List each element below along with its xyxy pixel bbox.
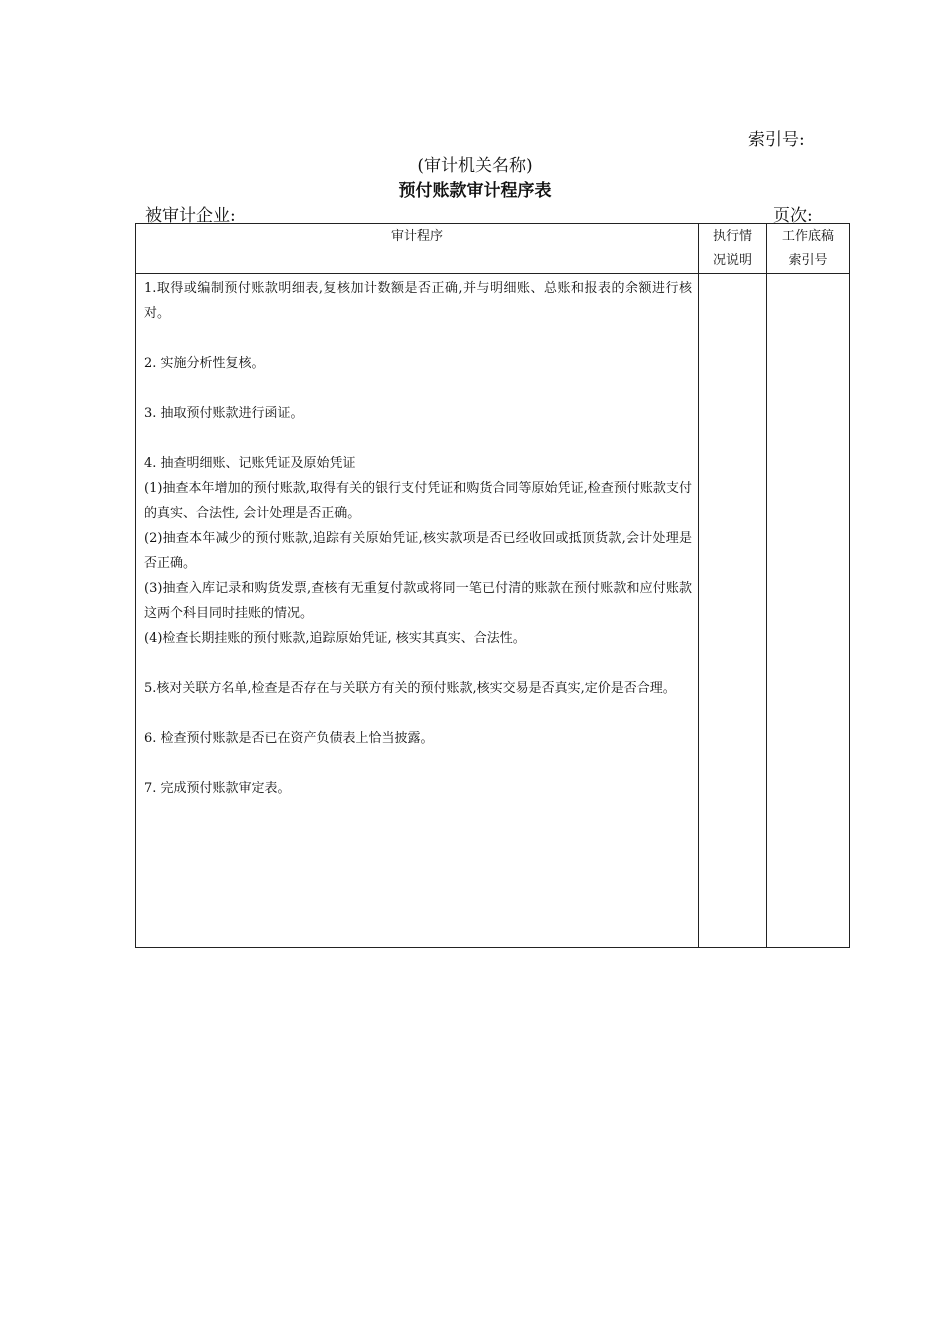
procedure-cell	[136, 274, 699, 948]
spacer	[144, 751, 692, 776]
procedure-step-4-4: (4)检查长期挂账的预付账款,追踪原始凭证, 核实其真实、合法性。	[144, 631, 526, 646]
table-header-row	[136, 224, 850, 274]
spacer	[144, 326, 692, 351]
spacer	[144, 701, 692, 726]
column-header-ref-line2: 索引号	[788, 253, 828, 268]
index-number-label: 索引号:	[748, 130, 805, 150]
column-header-procedure	[136, 224, 699, 274]
procedure-step-7: 7. 完成预付账款审定表。	[144, 781, 291, 796]
audited-company-label: 被审计企业:	[145, 206, 236, 226]
procedure-step-2: 2. 实施分析性复核。	[144, 356, 265, 371]
audit-org-name: (审计机关名称)	[417, 156, 533, 176]
procedure-step-4-1: (1)抽查本年增加的预付账款,取得有关的银行支付凭证和购货合同等原始凭证,检查预付账款支付的真实、合法性, 会计处理是否正确。	[144, 481, 692, 521]
spacer	[144, 651, 692, 676]
procedure-step-4-2: (2)抽查本年减少的预付账款,追踪有关原始凭证,核实款项是否已经收回或抵顶货款,会计处理是否正确。	[144, 531, 692, 571]
column-header-execution	[699, 224, 767, 274]
procedure-step-5: 5.核对关联方名单,检查是否存在与关联方有关的预付账款,核实交易是否真实,定价是否合理。	[144, 681, 676, 696]
procedure-step-3: 3. 抽取预付账款进行函证。	[144, 406, 304, 421]
spacer	[144, 426, 692, 451]
execution-notes-cell	[699, 274, 767, 948]
column-header-procedure-label: 审计程序	[390, 229, 443, 244]
workpaper-ref-cell	[767, 274, 850, 948]
column-header-ref-line1: 工作底稿	[781, 229, 834, 244]
page-number-label: 页次:	[773, 206, 813, 226]
column-header-execution-line1: 执行情	[712, 229, 752, 244]
procedure-step-1: 1.取得或编制预付账款明细表,复核加计数额是否正确,并与明细账、总账和报表的余额进行核对。	[144, 281, 692, 321]
spacer	[144, 376, 692, 401]
procedure-step-6: 6. 检查预付账款是否已在资产负债表上恰当披露。	[144, 731, 434, 746]
procedure-step-4: 4. 抽查明细账、记账凭证及原始凭证	[144, 456, 356, 471]
table-row	[136, 274, 850, 948]
audit-program-table	[135, 223, 850, 948]
column-header-execution-line2: 况说明	[712, 253, 752, 268]
page-title: 预付账款审计程序表	[398, 181, 552, 201]
column-header-workpaper-ref	[767, 224, 850, 274]
procedure-step-4-3: (3)抽查入库记录和购货发票,查核有无重复付款或将同一笔已付清的账款在预付账款和应付账款这两个科目同时挂账的情况。	[144, 581, 692, 621]
